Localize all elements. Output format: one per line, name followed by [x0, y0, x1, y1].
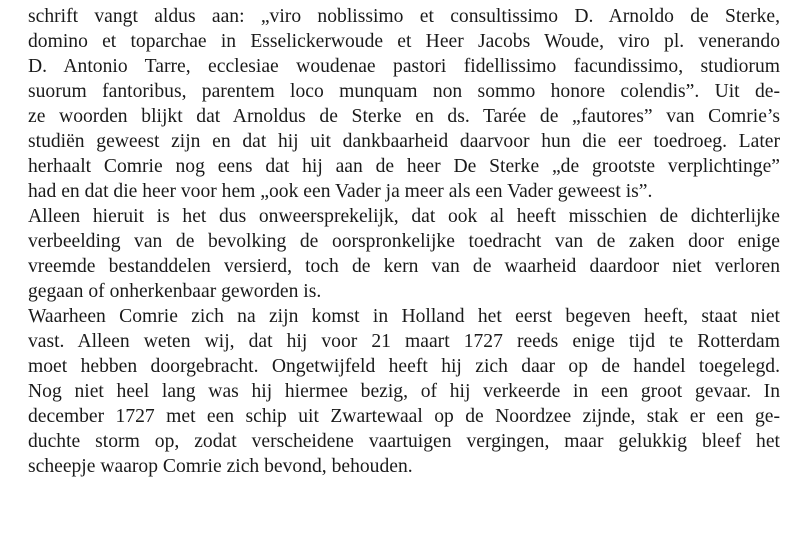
paragraph: [28, 304, 780, 479]
text-line: december 1727 met een schip uit Zwartewaal op de Noordzee zijnde, stak er een ge-: [28, 406, 780, 427]
text-line: vreemde bestanddelen versierd, toch de kern van de waarheid daardoor niet verloren: [28, 256, 780, 277]
text-line: domino et toparchae in Esselickerwoude et Heer Jacobs Woude, viro pl. venerando: [28, 31, 780, 52]
text-line: Waarheen Comrie zich na zijn komst in Holland het eerst begeven heeft, staat niet: [28, 306, 780, 327]
document-page: [28, 4, 780, 479]
text-line: D. Antonio Tarre, ecclesiae woudenae pastori fidellissimo facundissimo, studiorum: [28, 56, 780, 77]
text-line: suorum fantoribus, parentem loco munquam non sommo honore colendis”. Uit de-: [28, 81, 780, 102]
text-line: moet hebben doorgebracht. Ongetwijfeld heeft hij zich daar op de handel toegelegd.: [28, 356, 780, 377]
text-line: scheepje waarop Comrie zich bevond, behouden.: [28, 456, 413, 477]
text-line: vast. Alleen weten wij, dat hij voor 21 maart 1727 reeds enige tijd te Rotterdam: [28, 331, 780, 352]
document-body-text: [28, 4, 780, 479]
text-line: Alleen hieruit is het dus onweersprekelijk, dat ook al heeft misschien de dichterlijke: [28, 206, 780, 227]
text-line: Nog niet heel lang was hij hiermee bezig, of hij verkeerde in een groot gevaar. In: [28, 381, 780, 402]
text-line: duchte storm op, zodat verscheidene vaartuigen vergingen, maar gelukkig bleef het: [28, 431, 780, 452]
text-line: schrift vangt aldus aan: „viro noblissimo et consultissimo D. Arnoldo de Sterke,: [28, 6, 780, 27]
text-line: verbeelding van de bevolking de oorspronkelijke toedracht van de zaken door enige: [28, 231, 780, 252]
paragraph: [28, 4, 780, 204]
text-line: herhaalt Comrie nog eens dat hij aan de heer De Sterke „de grootste verplichtinge”: [28, 156, 780, 177]
text-line: gegaan of onherkenbaar geworden is.: [28, 281, 322, 302]
text-line: studiën geweest zijn en dat hij uit dankbaarheid daarvoor hun die eer toedroeg. Later: [28, 131, 780, 152]
text-line: had en dat die heer voor hem „ook een Vader ja meer als een Vader geweest is”.: [28, 181, 653, 202]
text-line: ze woorden blijkt dat Arnoldus de Sterke en ds. Tarée de „fautores” van Comrie’s: [28, 106, 780, 127]
paragraph: [28, 204, 780, 304]
